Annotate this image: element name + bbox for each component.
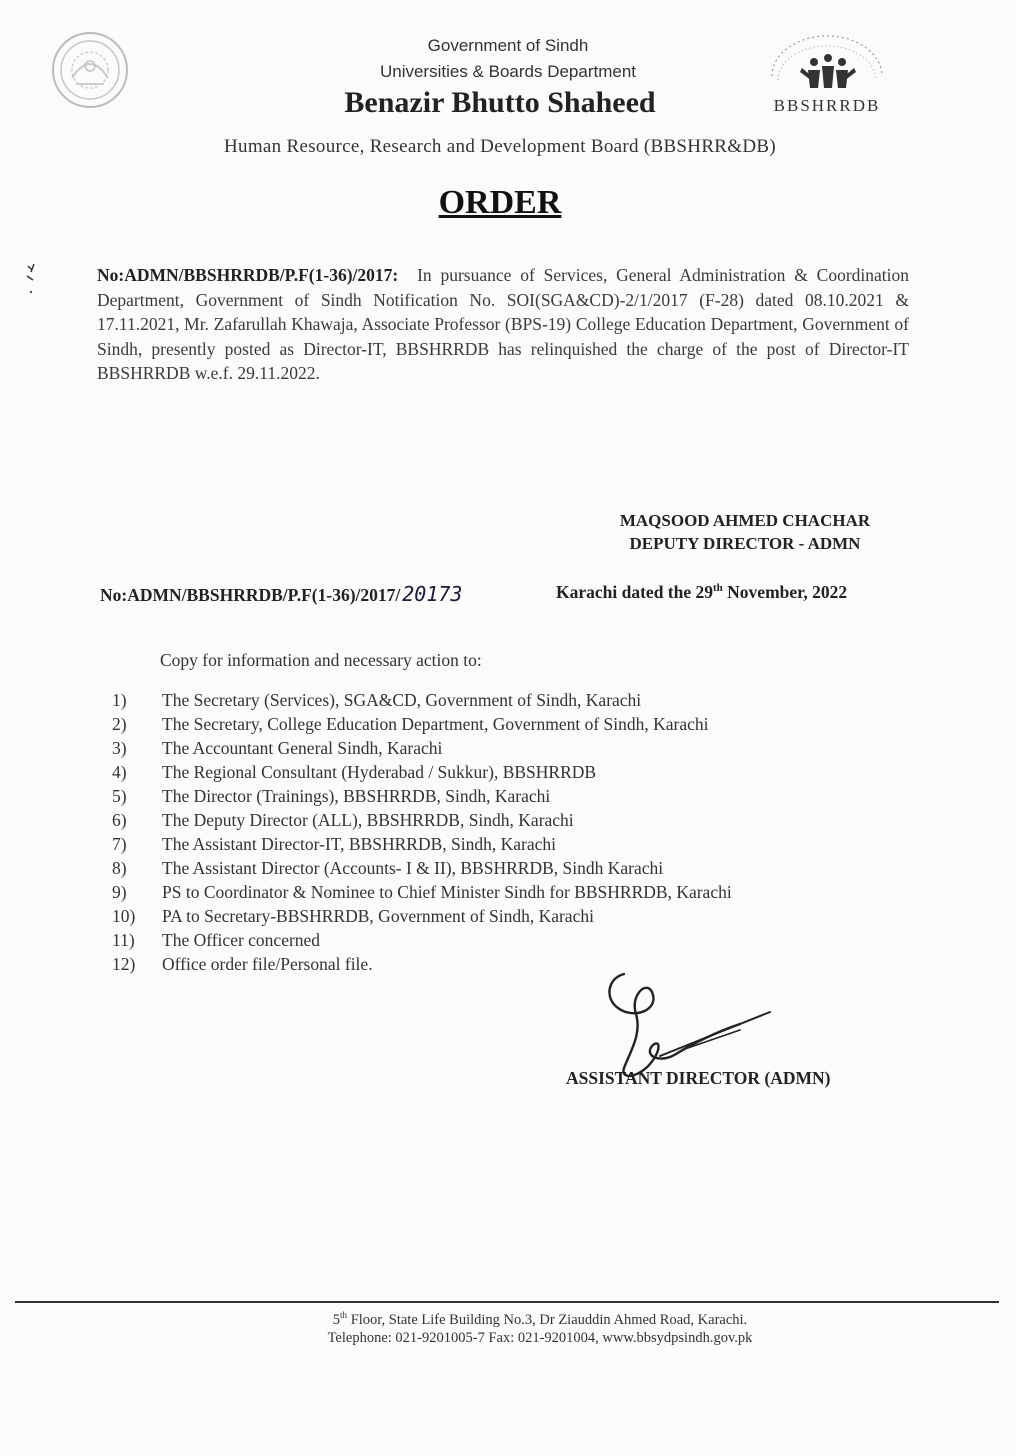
date-suffix: November, 2022: [722, 582, 848, 602]
copy-list-item: [112, 904, 732, 928]
order-ref-label: No:ADMN/BBSHRRDB/P.F(1-36)/2017:: [97, 265, 399, 285]
copy-item-number: 5): [112, 786, 127, 806]
copy-item-text: PS to Coordinator & Nominee to Chief Minister Sindh for BBSHRRDB, Karachi: [162, 882, 732, 902]
footer-contact: Telephone: 021-9201005-7 Fax: 021-9201004, www.bbsydpsindh.gov.pk: [327, 1330, 753, 1346]
signatory-name: MAQSOOD AHMED CHACHAR: [619, 511, 871, 530]
copy-item-text: The Accountant General Sindh, Karachi: [162, 738, 443, 758]
copy-item-text: The Regional Consultant (Hyderabad / Sukkur), BBSHRRDB: [162, 762, 597, 782]
logo-text: BBSHRRDB: [773, 96, 881, 115]
reference-number-text: No:ADMN/BBSHRRDB/P.F(1-36)/2017/: [100, 585, 401, 605]
copy-list-item: [112, 784, 732, 808]
date-prefix: Karachi dated the 29: [556, 582, 714, 602]
copy-item-number: 10): [112, 906, 136, 926]
board-subtitle: Human Resource, Research and Development Board (BBSHRR&DB): [224, 136, 776, 157]
copy-item-number: 7): [112, 834, 127, 854]
copy-to-list: [112, 688, 732, 976]
copy-item-number: 6): [112, 810, 127, 830]
date-suffix-sup: th: [713, 582, 723, 595]
copy-item-number: 1): [112, 690, 127, 710]
order-body: [97, 263, 909, 386]
copy-list-item: [112, 712, 732, 736]
copy-item-text: The Assistant Director (Accounts- I & II), BBSHRRDB, Sindh Karachi: [162, 858, 664, 878]
copy-item-number: 8): [112, 858, 127, 878]
copy-item-text: Office order file/Personal file.: [162, 954, 373, 974]
copy-item-text: The Assistant Director-IT, BBSHRRDB, Sindh, Karachi: [162, 834, 557, 854]
footer-divider: [15, 1301, 999, 1303]
order-body-text: In pursuance of Services, General Administration & Coordination Department, Government of Sindh Notification No. SOI(SGA&CD)-2/1/2017 (F-28) dated 08.10.2021 & 17.11.2021, Mr. Zafarullah Khawaja, Associate Professor (BPS-19) College Education Department, Government of Sindh, presently posted as Director-IT, BBSHRRDB has relinquished the charge of the post of Director-IT BBSHRRDB w.e.f. 29.11.2022.: [97, 265, 910, 383]
copy-item-text: The Deputy Director (ALL), BBSHRRDB, Sindh, Karachi: [162, 810, 574, 830]
copy-item-text: The Secretary (Services), SGA&CD, Government of Sindh, Karachi: [162, 690, 642, 710]
copy-item-number: 4): [112, 762, 127, 782]
copy-item-number: 3): [112, 738, 127, 758]
handwritten-dispatch-number: 20173: [402, 582, 463, 606]
copy-list-item: [112, 880, 732, 904]
copy-item-text: The Secretary, College Education Department, Government of Sindh, Karachi: [162, 714, 709, 734]
footer-floor-sup: th: [340, 1310, 348, 1320]
govt-line-1: Government of Sindh: [427, 36, 589, 55]
copy-item-text: The Director (Trainings), BBSHRRDB, Sindh, Karachi: [162, 786, 551, 806]
copy-list-item: [112, 832, 732, 856]
copy-item-number: 2): [112, 714, 127, 734]
copy-item-text: The Officer concerned: [162, 930, 321, 950]
reference-number: [100, 582, 462, 606]
copy-list-item: [112, 928, 732, 952]
copy-intro: Copy for information and necessary action to:: [160, 650, 482, 670]
order-title: ORDER: [438, 184, 562, 221]
footer-address: [0, 1310, 1016, 1329]
footer-floor-num: 5: [332, 1311, 341, 1328]
copy-list-item: [112, 688, 732, 712]
govt-line-2: Universities & Boards Department: [379, 62, 637, 81]
closing-designation: ASSISTANT DIRECTOR (ADMN): [566, 1068, 831, 1088]
margin-mark-icon: [22, 262, 42, 302]
copy-list-item: [112, 856, 732, 880]
copy-list-item: [112, 808, 732, 832]
board-name: Benazir Bhutto Shaheed: [344, 86, 656, 119]
copy-item-number: 12): [112, 954, 136, 974]
issue-date: [556, 582, 847, 603]
copy-item-number: 9): [112, 882, 127, 902]
copy-item-text: PA to Secretary-BBSHRRDB, Government of Sindh, Karachi: [162, 906, 594, 926]
copy-list-item: [112, 736, 732, 760]
signatory-designation: DEPUTY DIRECTOR - ADMN: [629, 534, 861, 553]
copy-list-item: [112, 760, 732, 784]
copy-item-number: 11): [112, 930, 135, 950]
footer-address-text: Floor, State Life Building No.3, Dr Ziauddin Ahmed Road, Karachi.: [347, 1311, 748, 1328]
